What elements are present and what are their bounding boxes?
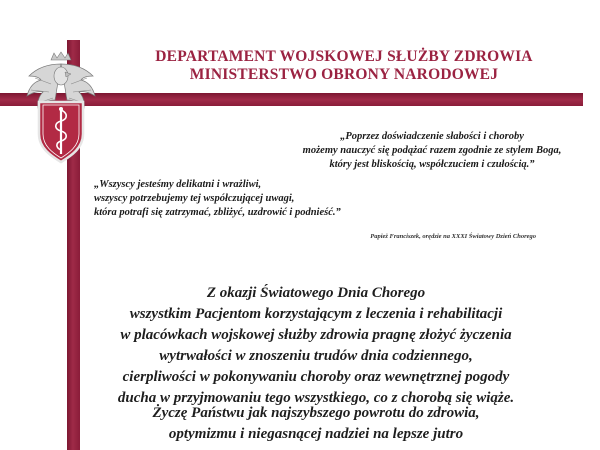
quote1-line: który jest bliskością, współczuciem i czułością.” bbox=[329, 159, 535, 170]
wish-line: cierpliwości w pokonywaniu choroby oraz wewnętrznej pogody bbox=[122, 369, 510, 385]
header-department-name: DEPARTAMENT WOJSKOWEJ SŁUŻBY ZDROWIA bbox=[155, 48, 533, 65]
department-header bbox=[110, 48, 578, 84]
wish-line: Życzę Państwu jak najszybszego powrotu do zdrowia, bbox=[152, 405, 480, 421]
wishes-paragraph-1 bbox=[96, 283, 536, 409]
wish-line: wszystkim Pacjentom korzystającym z leczenia i rehabilitacji bbox=[129, 306, 503, 322]
quote2-line: „Wszyscy jesteśmy delikatni i wrażliwi, bbox=[94, 179, 262, 190]
quote-attribution: Papież Franciszek, orędzie na XXXI Światowy Dzień Chorego bbox=[370, 233, 536, 240]
quote2-line: wszyscy potrzebujemy tej współczującej uwagi, bbox=[94, 193, 295, 204]
wish-line: wytrwałości w znoszeniu trudów dnia codziennego, bbox=[159, 348, 473, 364]
wish-line: w placówkach wojskowej służby zdrowia pragnę złożyć życzenia bbox=[120, 327, 512, 343]
quote2-line: która potrafi się zatrzymać, zbliżyć, uzdrowić i podnieść.” bbox=[94, 207, 341, 218]
wishes-paragraph-2 bbox=[96, 403, 536, 445]
header-ministry-name: MINISTERSTWO OBRONY NARODOWEJ bbox=[189, 66, 499, 83]
wish-line: ducha w przyjmowaniu tego wszystkiego, co z chorobą się wiąże. bbox=[117, 390, 515, 406]
quote1-line: „Poprzez doświadczenie słabości i choroby bbox=[340, 131, 524, 142]
quote-block-1 bbox=[300, 130, 564, 172]
quote1-line: możemy nauczyć się podążać razem zgodnie ze stylem Boga, bbox=[302, 145, 562, 156]
wish-line: Z okazji Światowego Dnia Chorego bbox=[206, 285, 426, 301]
military-medical-emblem-icon bbox=[21, 50, 101, 168]
wish-line: optymizmu i niegasnącej nadziei na lepsze jutro bbox=[168, 426, 464, 442]
quote-block-2 bbox=[94, 178, 434, 220]
